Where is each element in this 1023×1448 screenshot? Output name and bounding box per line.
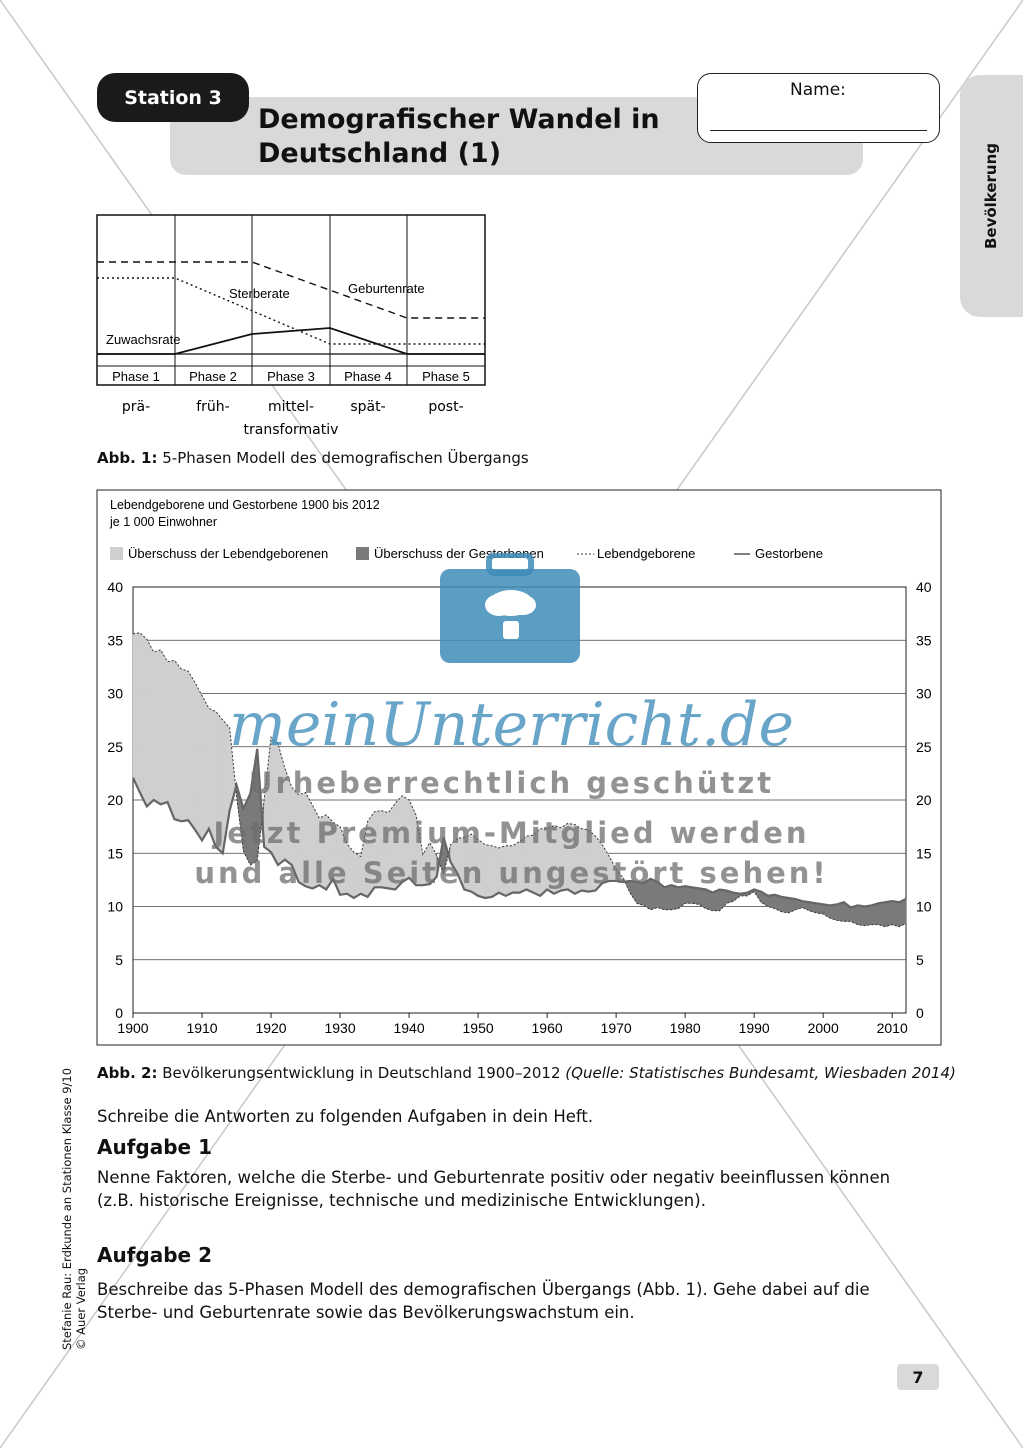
fig2-caption-source: (Quelle: Statistisches Bundesamt, Wiesbaden 2014) <box>565 1064 956 1082</box>
phase-label: Phase 2 <box>189 369 237 384</box>
watermark-line-1: Urheberrechtlich geschützt <box>248 766 775 800</box>
sterberate-label: Sterberate <box>229 286 290 301</box>
y-tick-label-right: 20 <box>916 792 932 808</box>
title-line-2: Deutschland (1) <box>258 138 502 169</box>
name-label: Name: <box>790 80 846 100</box>
y-tick-label-right: 40 <box>916 579 932 595</box>
y-tick-label-left: 20 <box>107 792 123 808</box>
watermark-logo: meinUnterricht.de <box>229 690 794 760</box>
geburtenrate-label: Geburtenrate <box>348 281 425 296</box>
watermark-line-2: Jetzt Premium-Mitglied werden <box>213 816 810 850</box>
y-tick-label-right: 15 <box>916 845 932 862</box>
x-tick-label: 1990 <box>738 1020 770 1036</box>
task-2 <box>97 1244 917 1324</box>
fig2-caption-label: Abb. 2: <box>97 1064 158 1082</box>
chart-subtitle: je 1 000 Einwohner <box>110 515 218 529</box>
x-tick-label: 1980 <box>669 1020 701 1036</box>
x-tick-label: 1900 <box>117 1020 149 1036</box>
stage-label: mittel- <box>267 399 315 415</box>
y-tick-label-right: 10 <box>916 898 932 915</box>
stage-label: spät- <box>350 399 386 415</box>
fig1-caption-label: Abb. 1: <box>97 449 158 467</box>
phase-label: Phase 1 <box>112 369 160 384</box>
task-1-title: Aufgabe 1 <box>97 1135 212 1159</box>
legend-label: Überschuss der Gestorbenen <box>374 546 544 561</box>
x-tick-label: 1910 <box>186 1020 218 1036</box>
credit-line-1: Stefanie Rau: Erdkunde an Stationen Klasse 9/10 <box>60 1067 74 1350</box>
death-surplus-area <box>899 899 906 927</box>
death-surplus-area <box>871 903 878 924</box>
y-tick-label-left: 40 <box>107 579 123 595</box>
stage-label: früh- <box>196 399 230 415</box>
x-tick-label: 1940 <box>393 1020 425 1036</box>
x-tick-label: 2010 <box>876 1020 908 1036</box>
legend-swatch-death-surplus <box>356 547 369 560</box>
death-surplus-area <box>858 905 865 925</box>
y-tick-label-right: 30 <box>916 685 932 702</box>
legend-swatch-birth-surplus <box>110 547 123 560</box>
y-tick-label-left: 0 <box>115 1005 123 1021</box>
y-tick-label-right: 0 <box>916 1005 924 1021</box>
death-surplus-area <box>830 904 837 920</box>
task-1 <box>97 1136 917 1212</box>
zuwachsrate-label: Zuwachsrate <box>106 332 181 347</box>
death-surplus-area <box>782 897 789 913</box>
name-box <box>697 73 940 143</box>
fig1-caption-text: 5-Phasen Modell des demografischen Übergangs <box>162 449 529 467</box>
chart-title: Lebendgeborene und Gestorbene 1900 bis 2012 <box>110 498 380 512</box>
task-2-text: Beschreibe das 5-Phasen Modell des demografischen Übergangs (Abb. 1). Gehe dabei auf die Sterbe- und Geburtenrate sowie das Bevölkerungswachstum ein. <box>97 1280 870 1322</box>
stage-label: prä- <box>121 399 151 415</box>
x-tick-label: 1970 <box>600 1020 632 1036</box>
watermark-line-3: und alle Seiten ungestört sehen! <box>194 856 829 890</box>
task-intro: Schreibe die Antworten zu folgenden Aufgaben in dein Heft. <box>97 1107 594 1126</box>
x-tick-label: 1920 <box>255 1020 287 1036</box>
legend-label: Überschuss der Lebendgeborenen <box>128 546 329 561</box>
phase-label: Phase 3 <box>267 369 315 384</box>
y-tick-label-left: 10 <box>107 898 123 915</box>
fig2-caption-text: Bevölkerungsentwicklung in Deutschland 1900–2012 <box>162 1064 561 1082</box>
stage-label: post- <box>428 399 464 415</box>
y-tick-label-right: 5 <box>916 951 924 968</box>
legend-label: Lebendgeborene <box>597 546 696 561</box>
death-surplus-area <box>865 905 872 925</box>
death-surplus-area <box>885 901 892 927</box>
task-1-text: Nenne Faktoren, welche die Sterbe- und Geburtenrate positiv oder negativ beeinflussen können (z.B. historische Ereignisse, technische und medizinische Entwicklungen). <box>97 1168 891 1210</box>
y-tick-label-right: 35 <box>916 632 932 649</box>
y-tick-label-left: 15 <box>107 845 123 862</box>
x-tick-label: 1950 <box>462 1020 494 1036</box>
station-badge: Station 3 <box>97 73 249 122</box>
credit-line-2: © Auer Verlag <box>74 1267 88 1350</box>
stage-suffix: transformativ <box>243 422 339 438</box>
y-tick-label-left: 35 <box>107 632 123 649</box>
y-tick-label-left: 30 <box>107 685 123 702</box>
x-tick-label: 2000 <box>807 1020 839 1036</box>
y-tick-label-left: 5 <box>115 951 123 968</box>
y-tick-label-left: 25 <box>107 738 123 755</box>
side-tab-label: Bevölkerung <box>982 142 1001 250</box>
death-surplus-area <box>768 895 775 909</box>
death-surplus-area <box>892 901 899 927</box>
x-tick-label: 1930 <box>324 1020 356 1036</box>
name-line <box>710 130 927 131</box>
briefcase-icon <box>437 553 587 665</box>
fig2-caption <box>97 1064 956 1082</box>
phase-label: Phase 5 <box>422 369 470 384</box>
phase-label: Phase 4 <box>344 369 392 384</box>
title-line-1: Demografischer Wandel in <box>258 104 660 135</box>
y-tick-label-right: 25 <box>916 738 932 755</box>
page-number: 7 <box>897 1364 939 1390</box>
x-tick-label: 1960 <box>531 1020 563 1036</box>
publisher-credit <box>40 1050 88 1350</box>
task-2-title: Aufgabe 2 <box>97 1243 212 1267</box>
death-surplus-area <box>878 902 885 926</box>
legend-label: Gestorbene <box>755 546 823 561</box>
